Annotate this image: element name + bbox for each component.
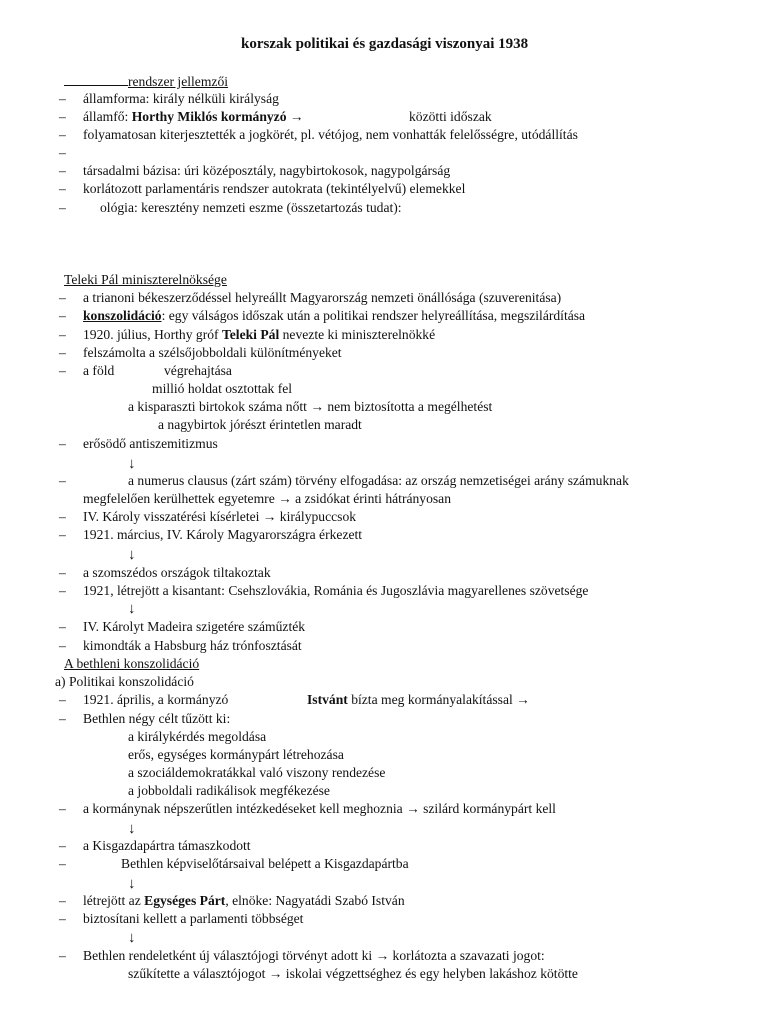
text-line: megfelelően kerülhettek egyetemre → a zsidókat érinti hátrányosan [83,491,452,506]
list-item: a föld [83,363,115,378]
list-item: erősödő antiszemitizmus [83,436,218,451]
bullet-dash: – [59,163,66,178]
arrow-down-icon: ↓ [128,456,136,472]
bullet-dash: – [59,473,66,488]
bullet-dash: – [59,308,66,323]
goal-item: a jobboldali radikálisok megfékezése [128,783,330,798]
bullet-dash: – [59,838,66,853]
list-item: a Kisgazdapártra támaszkodott [83,838,251,853]
goal-item: a szociáldemokratákkal való viszony rendezése [128,765,386,780]
arrow-down-icon: ↓ [128,547,136,563]
text-line: millió holdat osztottak fel [152,381,293,396]
list-item: létrejött az Egységes Párt, elnöke: Nagyatádi Szabó István [83,893,405,908]
bullet-dash: – [59,583,66,598]
list-item: a kormánynak népszerűtlen intézkedéseket kell meghoznia → szilárd kormánypárt kell [83,801,556,816]
list-item: ológia: keresztény nemzeti eszme (összetartozás tudat): [100,200,402,215]
list-item: a trianoni békeszerződéssel helyreállt Magyarország nemzeti önállósága (szuverenitása) [83,290,562,305]
bullet-dash: – [59,290,66,305]
arrow-down-icon: ↓ [128,601,136,617]
bullet-dash: – [59,109,66,124]
list-item: Bethlen képviselőtársaival belépett a Kisgazdapártba [121,856,409,871]
bullet-dash: – [59,619,66,634]
text-line: szűkítette a választójogot → iskolai végzettséghez és egy helyben lakáshoz kötötte [128,966,578,981]
bullet-dash: – [59,127,66,142]
bullet-dash: – [59,345,66,360]
bullet-dash: – [59,856,66,871]
list-item: felszámolta a szélsőjobboldali különítményeket [83,345,342,360]
list-item: folyamatosan kiterjesztették a jogkörét, pl. vétójog, nem vonhatták felelősségre, utódállítás [83,127,578,142]
list-item: korlátozott parlamentáris rendszer autokrata (tekintélyelvű) elemekkel [83,181,466,196]
bullet-dash: – [59,91,66,106]
bullet-dash: – [59,893,66,908]
section2-heading: Teleki Pál miniszterelnöksége [64,272,227,287]
bullet-dash: – [59,638,66,653]
list-item-tail: Istvánt bízta meg kormányalakítással → [307,692,530,707]
text-line: a kisparaszti birtokok száma nőtt → nem biztosította a megélhetést [128,399,493,414]
arrow-down-icon: ↓ [128,876,136,892]
list-item: Bethlen rendeletként új választójogi törvényt adott ki → korlátozta a szavazati jogot: [83,948,545,963]
bullet-dash: – [59,436,66,451]
list-item: 1921. március, IV. Károly Magyarországra érkezett [83,527,363,542]
list-item: államforma: király nélküli királyság [83,91,279,106]
text-line: a nagybirtok jórészt érintetlen maradt [158,417,362,432]
bullet-dash: – [59,181,66,196]
list-item-tail: végrehajtása [164,363,232,378]
goal-item: erős, egységes kormánypárt létrehozása [128,747,344,762]
list-item: a szomszédos országok tiltakoztak [83,565,271,580]
list-item: államfő: Horthy Miklós kormányzó → [83,109,304,124]
list-item: biztosítani kellett a parlamenti többséget [83,911,304,926]
bullet-dash: – [59,363,66,378]
list-item: IV. Károly visszatérési kísérletei → királypuccsok [83,509,357,524]
list-item: konszolidáció: egy válságos időszak után a politikai rendszer helyreállítása, megszilárdítása [83,308,586,323]
bullet-dash: – [59,801,66,816]
blank-underline [64,72,128,86]
arrow-down-icon: ↓ [128,930,136,946]
list-item: 1921, létrejött a kisantant: Csehszlovákia, Románia és Jugoszlávia magyarellenes szövetsége [83,583,589,598]
bullet-dash: – [59,911,66,926]
section1-heading: rendszer jellemzői [64,72,228,90]
bullet-dash: – [59,565,66,580]
list-item: 1921. április, a kormányzó [83,692,229,707]
list-item: Bethlen négy célt tűzött ki: [83,711,231,726]
bullet-dash: – [59,200,66,215]
bullet-dash: – [59,527,66,542]
bullet-dash: – [59,327,66,342]
document-title: korszak politikai és gazdasági viszonyai 1938 [241,36,529,52]
list-item: kimondták a Habsburg ház trónfosztását [83,638,302,653]
bullet-dash: – [59,509,66,524]
arrow-down-icon: ↓ [128,821,136,837]
list-item-tail: közötti időszak [409,109,492,124]
list-item: 1920. július, Horthy gróf Teleki Pál nevezte ki miniszterelnökké [83,327,436,342]
bullet-dash: – [59,948,66,963]
bullet-dash: – [59,692,66,707]
list-item: a numerus clausus (zárt szám) törvény elfogadása: az ország nemzetiségei arány számuknak [128,473,629,488]
list-item: IV. Károlyt Madeira szigetére száműzték [83,619,306,634]
subsection-heading: a) Politikai konszolidáció [55,674,194,689]
section3-heading: A bethleni konszolidáció [64,656,200,671]
list-item: társadalmi bázisa: úri középosztály, nagybirtokosok, nagypolgárság [83,163,451,178]
goal-item: a királykérdés megoldása [128,729,267,744]
bullet-dash: – [59,145,66,160]
bullet-dash: – [59,711,66,726]
